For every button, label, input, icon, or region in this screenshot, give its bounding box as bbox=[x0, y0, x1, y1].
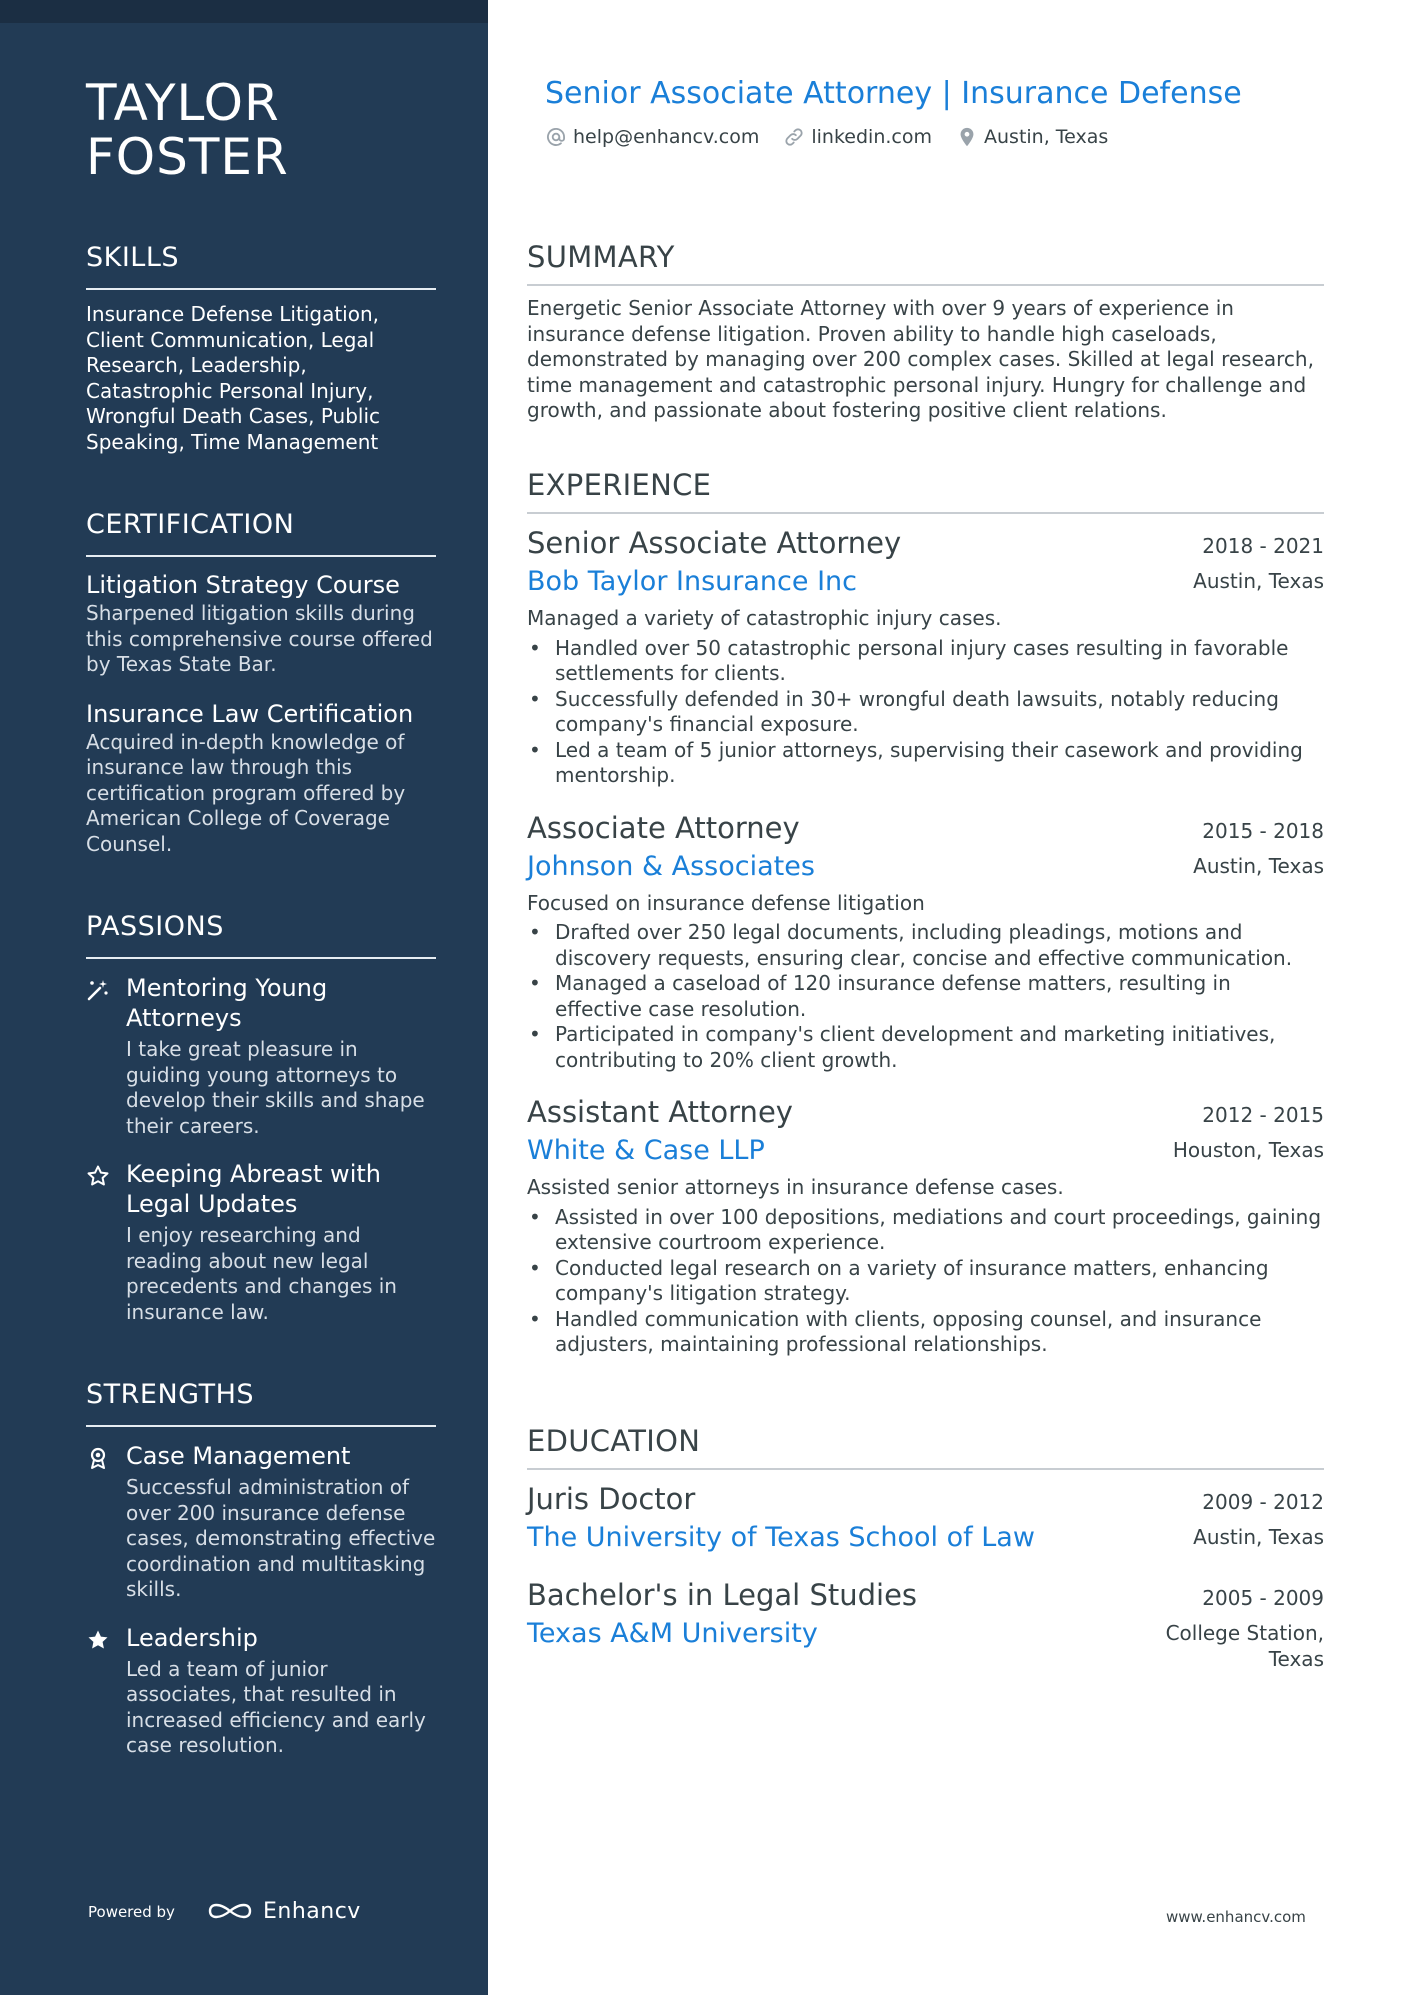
strengths-title: STRENGTHS bbox=[86, 1379, 436, 1427]
job-bullets bbox=[527, 636, 1324, 789]
wand-icon bbox=[86, 978, 110, 1002]
certification-item-desc: Acquired in-depth knowledge of insurance law through this certification program offered by American College of Coverage Counsel. bbox=[86, 729, 406, 856]
enhancv-logo-icon bbox=[207, 1898, 253, 1924]
passion-item-title: Keeping Abreast with Legal Updates bbox=[126, 1160, 381, 1218]
job-bullet: • Handled over 50 catastrophic personal injury cases resulting in favorable settlements for clients. bbox=[527, 636, 1324, 687]
star-filled-icon bbox=[86, 1628, 110, 1652]
contact-linkedin-text: linkedin.com bbox=[811, 126, 932, 148]
job-dates: 2015 - 2018 bbox=[1202, 818, 1324, 843]
degree: Juris Doctor bbox=[527, 1482, 696, 1516]
job-bullet: • Assisted in over 100 depositions, mediations and court proceedings, gaining extensive courtroom experience. bbox=[527, 1205, 1324, 1256]
job-bullet: • Led a team of 5 junior attorneys, supervising their casework and providing mentorship. bbox=[527, 738, 1324, 789]
job-bullet: • Managed a caseload of 120 insurance defense matters, resulting in effective case resolution. bbox=[527, 971, 1324, 1022]
company-name: White & Case LLP bbox=[527, 1135, 765, 1166]
star-outline-icon bbox=[86, 1164, 110, 1188]
strength-item-title: Case Management bbox=[126, 1442, 351, 1470]
passions-title: PASSIONS bbox=[86, 911, 436, 959]
contact-location bbox=[956, 126, 1108, 148]
passion-item bbox=[86, 973, 436, 1139]
strength-item bbox=[86, 1623, 436, 1759]
experience-entry bbox=[527, 1093, 1324, 1358]
job-description: Managed a variety of catastrophic injury cases. bbox=[527, 606, 1002, 630]
enhancv-logo[interactable] bbox=[207, 1896, 361, 1926]
job-bullet: • Participated in company's client development and marketing initiatives, contributing to 20% client growth. bbox=[527, 1022, 1324, 1073]
education-entry bbox=[527, 1480, 1324, 1556]
job-title: Assistant Attorney bbox=[527, 1095, 793, 1129]
strength-item-desc: Successful administration of over 200 insurance defense cases, demonstrating effective coordination and multitasking skills. bbox=[126, 1475, 436, 1601]
strengths-section bbox=[86, 1379, 436, 1759]
certification-item bbox=[86, 698, 436, 858]
job-bullet: • Conducted legal research on a variety of insurance matters, enhancing company's litigation strategy. bbox=[527, 1256, 1324, 1307]
summary-section bbox=[527, 240, 1324, 424]
job-bullets bbox=[527, 920, 1324, 1073]
school-name: The University of Texas School of Law bbox=[527, 1522, 1035, 1553]
skills-section bbox=[86, 242, 436, 455]
job-title: Senior Associate Attorney bbox=[527, 526, 902, 560]
passion-item-desc: I enjoy researching and reading about new legal precedents and changes in insurance law. bbox=[126, 1223, 397, 1324]
company-name: Johnson & Associates bbox=[527, 850, 815, 882]
first-name: TAYLOR bbox=[86, 74, 280, 132]
at-icon bbox=[545, 126, 567, 148]
last-name: FOSTER bbox=[86, 128, 289, 186]
education-dates: 2005 - 2009 bbox=[1202, 1586, 1324, 1610]
experience-title: EXPERIENCE bbox=[527, 468, 1324, 514]
website-link[interactable]: www.enhancv.com bbox=[1166, 1908, 1306, 1926]
job-bullet: • Handled communication with clients, opposing counsel, and insurance adjusters, maintaining professional relationships. bbox=[527, 1307, 1324, 1358]
contact-email-text: help@enhancv.com bbox=[573, 126, 760, 148]
award-ribbon-icon bbox=[86, 1446, 110, 1470]
contact-email[interactable] bbox=[545, 126, 759, 148]
job-location: Austin, Texas bbox=[1193, 853, 1324, 878]
job-bullet: • Successfully defended in 30+ wrongful death lawsuits, notably reducing company's financial exposure. bbox=[527, 687, 1324, 738]
strength-item bbox=[86, 1441, 436, 1603]
education-dates: 2009 - 2012 bbox=[1202, 1490, 1324, 1514]
strength-item-title: Leadership bbox=[126, 1623, 258, 1652]
education-entry bbox=[527, 1576, 1324, 1672]
education-section bbox=[527, 1424, 1324, 1672]
sidebar-top-strip bbox=[0, 0, 488, 23]
strength-item-desc: Led a team of junior associates, that resulted in increased efficiency and early case resolution. bbox=[126, 1656, 426, 1757]
education-title: EDUCATION bbox=[527, 1424, 1324, 1470]
passions-section bbox=[86, 911, 436, 1325]
job-title: Associate Attorney bbox=[527, 810, 800, 845]
summary-text: Energetic Senior Associate Attorney with over 9 years of experience in insurance defense litigation. Proven ability to handle high caseloads, demonstrated by managing over 200 complex cases. Skilled at legal research, time management and catastrophic personal injury. Hungry for challenge and growth, and passionate about fostering positive client relations. bbox=[527, 296, 1314, 422]
experience-section bbox=[527, 468, 1324, 1358]
passion-item-desc: I take great pleasure in guiding young attorneys to develop their skills and shape their careers. bbox=[126, 1037, 425, 1138]
job-bullets bbox=[527, 1205, 1324, 1358]
contact-linkedin[interactable] bbox=[783, 126, 932, 148]
certification-item-title: Insurance Law Certification bbox=[86, 699, 414, 728]
certification-item bbox=[86, 569, 436, 678]
certification-item-desc: Sharpened litigation skills during this comprehensive course offered by Texas State Bar. bbox=[86, 601, 433, 676]
headline: Senior Associate Attorney | Insurance Defense bbox=[545, 76, 1242, 111]
company-name: Bob Taylor Insurance Inc bbox=[527, 566, 857, 597]
certification-section bbox=[86, 509, 436, 857]
sidebar bbox=[0, 0, 488, 1995]
job-description: Assisted senior attorneys in insurance defense cases. bbox=[527, 1175, 1064, 1199]
job-description: Focused on insurance defense litigation bbox=[527, 890, 925, 915]
education-location: Austin, Texas bbox=[1193, 1525, 1324, 1549]
job-location: Houston, Texas bbox=[1172, 1138, 1324, 1162]
job-location: Austin, Texas bbox=[1193, 569, 1324, 593]
location-pin-icon bbox=[956, 126, 978, 148]
certification-title: CERTIFICATION bbox=[86, 509, 436, 557]
contact-location-text: Austin, Texas bbox=[984, 126, 1109, 148]
summary-title: SUMMARY bbox=[527, 240, 1324, 286]
job-dates: 2012 - 2015 bbox=[1202, 1103, 1324, 1127]
skills-title: SKILLS bbox=[86, 242, 436, 290]
contact-bar bbox=[545, 126, 1132, 148]
skills-text: Insurance Defense Litigation, Client Communication, Legal Research, Leadership, Catastrophic Personal Injury, Wrongful Death Cases, Public Speaking, Time Management bbox=[86, 302, 381, 454]
job-bullet: • Drafted over 250 legal documents, including pleadings, motions and discovery requests, ensuring clear, concise and effective communication. bbox=[527, 920, 1324, 971]
candidate-name bbox=[86, 76, 436, 184]
certification-item-title: Litigation Strategy Course bbox=[86, 571, 400, 599]
experience-entry bbox=[527, 524, 1324, 789]
link-icon bbox=[783, 126, 805, 148]
degree: Bachelor's in Legal Studies bbox=[527, 1578, 918, 1612]
passion-item-title: Mentoring Young Attorneys bbox=[126, 974, 328, 1032]
job-dates: 2018 - 2021 bbox=[1202, 534, 1324, 558]
powered-by-label: Powered by bbox=[88, 1903, 175, 1921]
experience-entry bbox=[527, 809, 1324, 1074]
education-location: College Station, Texas bbox=[1165, 1621, 1324, 1671]
passion-item bbox=[86, 1159, 436, 1325]
brand-name: Enhancv bbox=[263, 1898, 361, 1924]
school-name: Texas A&M University bbox=[527, 1618, 818, 1649]
